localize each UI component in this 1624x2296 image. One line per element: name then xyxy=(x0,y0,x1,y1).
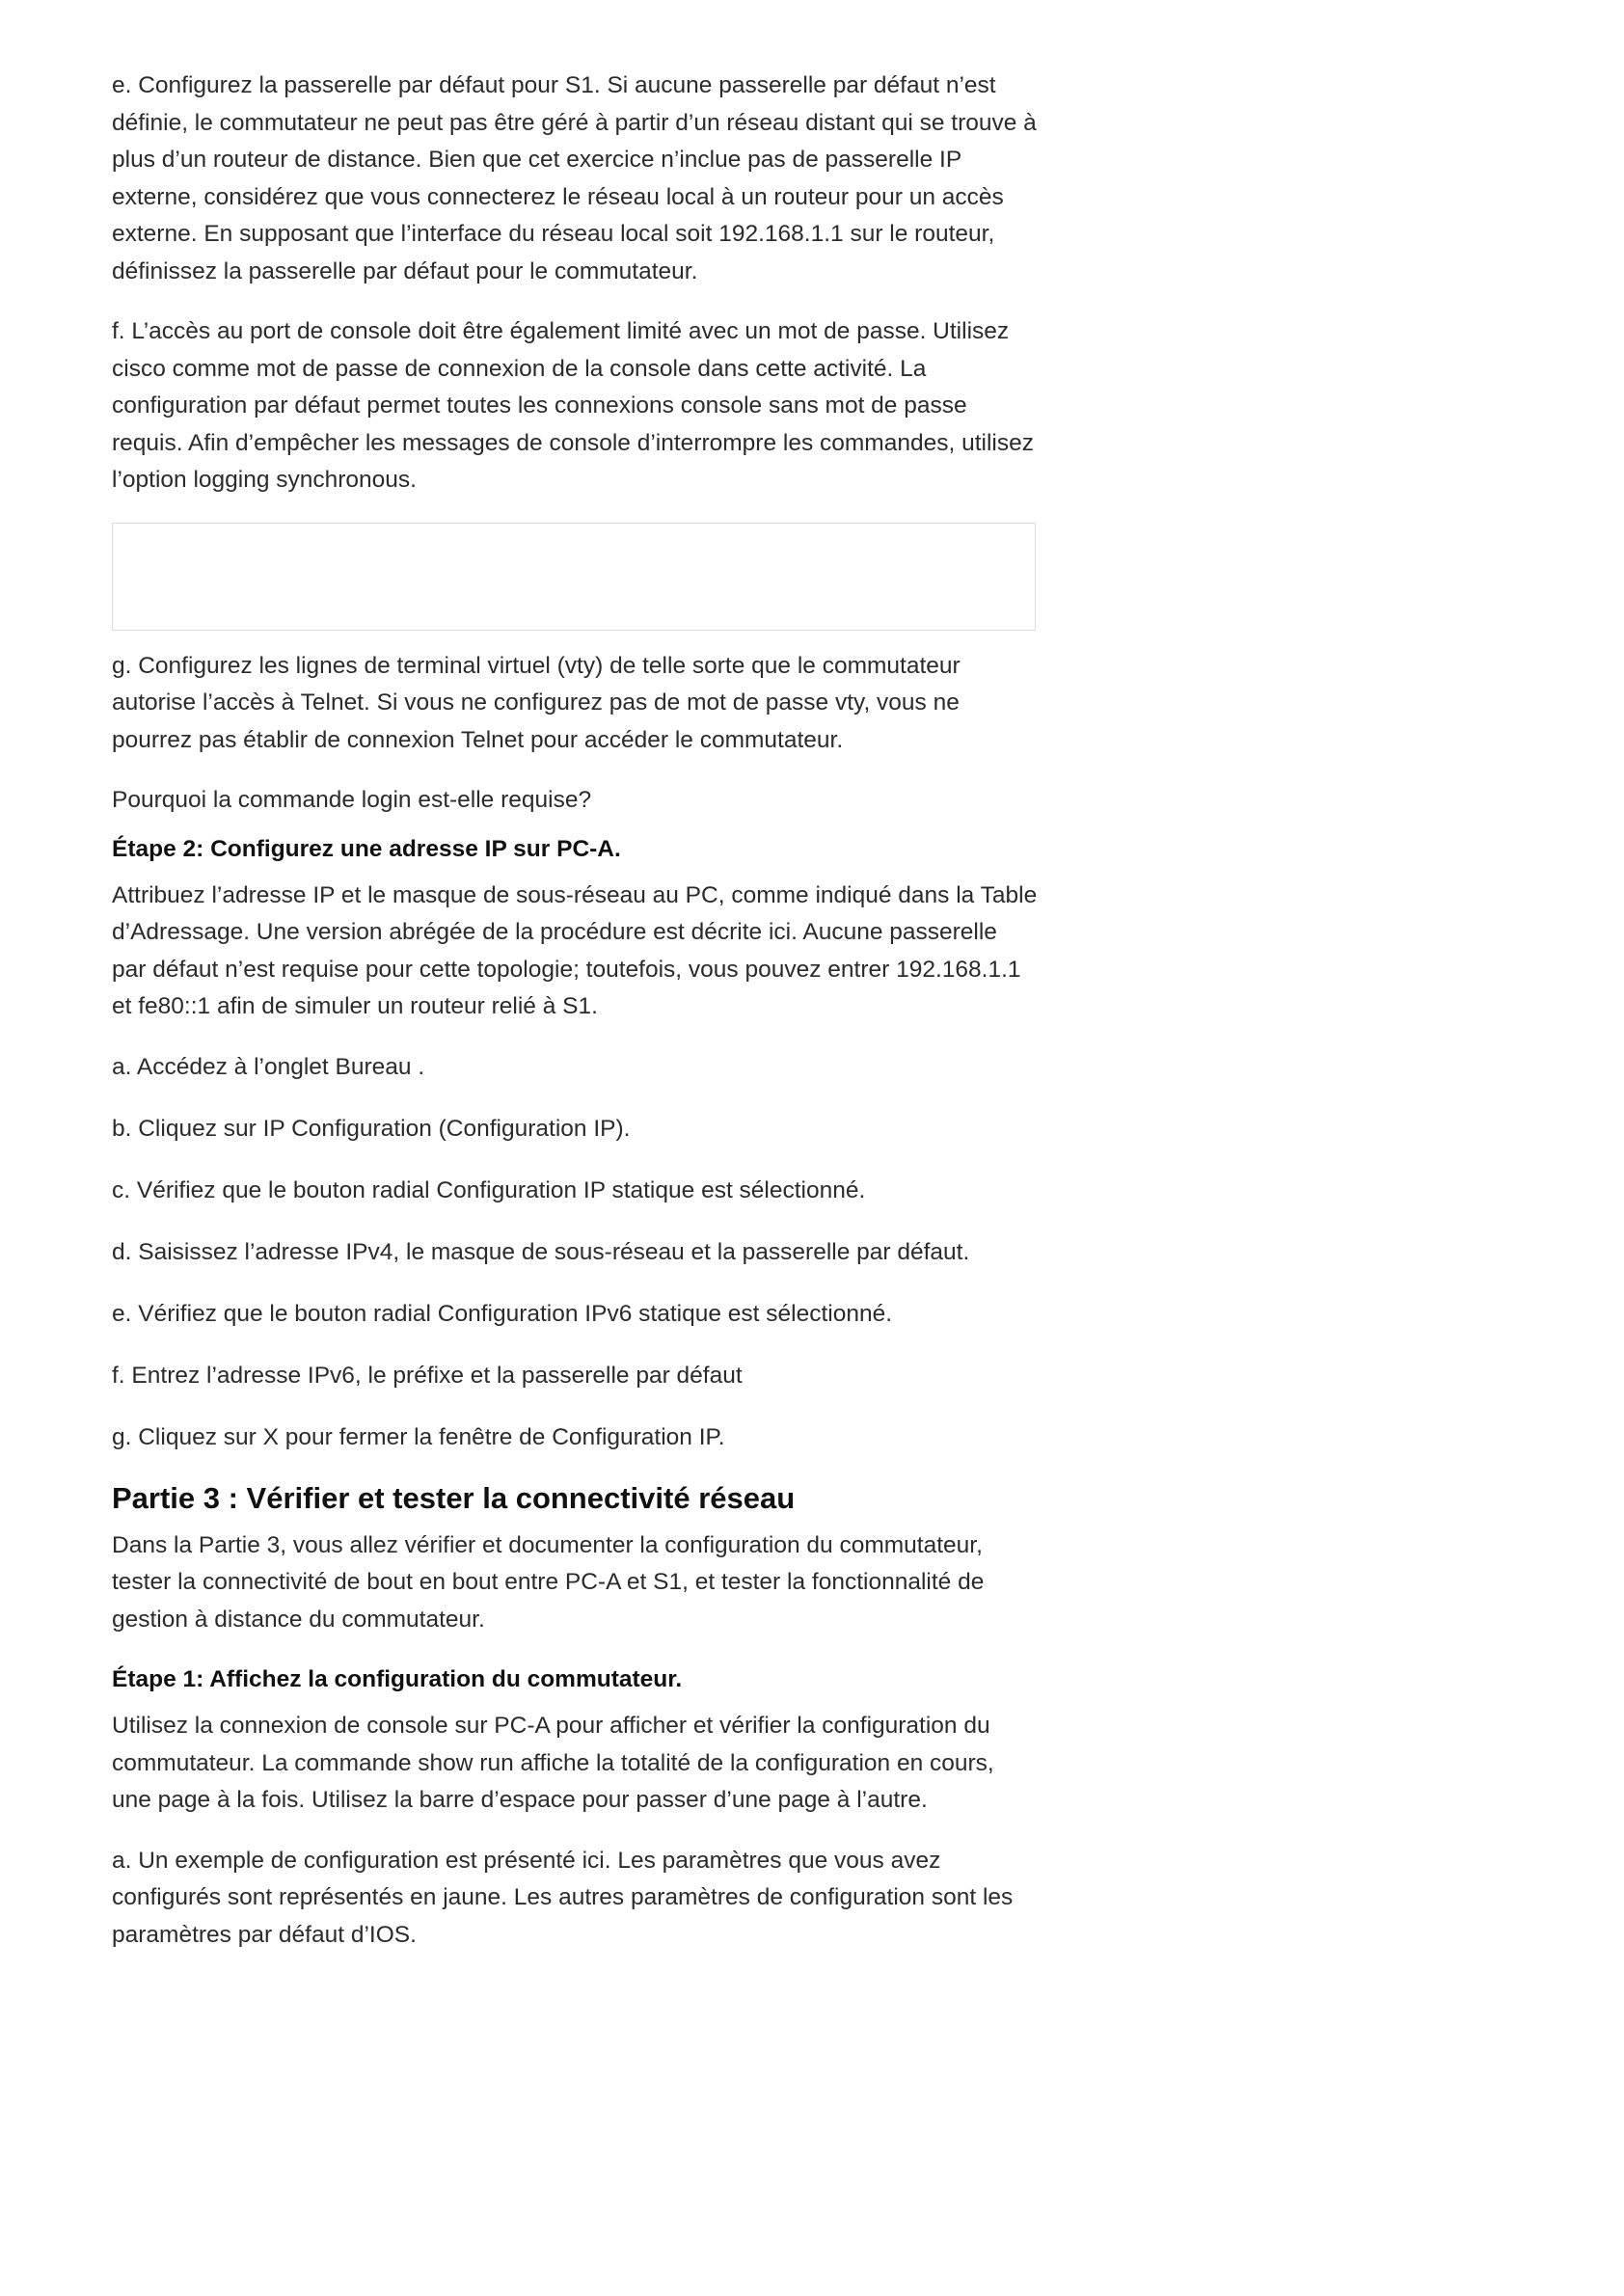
step2-intro: Attribuez l’adresse IP et le masque de sous-réseau au PC, comme indiqué dans la Table d’Adressage. Une version abrégée de la procédure est décrite ici. Aucune passerelle par défaut n’est requise pour cette topologie; toutefois, vous pouvez entrer 192.168.1.1 et fe80::1 afin de simuler un routeur relié à S1. xyxy=(112,881,1038,1019)
step2-item-d: d. Saisissez l’adresse IPv4, le masque de sous-réseau et la passerelle par défaut. xyxy=(112,1238,970,1265)
paragraph-step-g: g. Configurez les lignes de terminal virtuel (vty) de telle sorte que le commutateur autorise l’accès à Telnet. Si vous ne configurez pas de mot de passe vty, vous ne pourrez pas établir de connexion Telnet pour accéder le commutateur. xyxy=(112,652,961,753)
step2-item-f: f. Entrez l’adresse IPv6, le préfixe et la passerelle par défaut xyxy=(112,1362,743,1389)
step2-item-e: e. Vérifiez que le bouton radial Configuration IPv6 statique est sélectionné. xyxy=(112,1300,893,1327)
step1-intro: Utilisez la connexion de console sur PC-A pour afficher et vérifier la configuration du commutateur. La commande show run affiche la totalité de la configuration en cours, une page à la fois. Utilisez la barre d’espace pour passer d’une page à l’autre. xyxy=(112,1713,994,1813)
part3-intro: Dans la Partie 3, vous allez vérifier et documenter la configuration du commutateur, tester la connectivité de bout en bout entre PC-A et S1, et tester la fonctionnalité de gestion à distance du commutateur. xyxy=(112,1531,985,1633)
step2-item-g: g. Cliquez sur X pour fermer la fenêtre de Configuration IP. xyxy=(112,1423,725,1450)
step2-item-b: b. Cliquez sur IP Configuration (Configuration IP). xyxy=(112,1115,631,1142)
step2-item-c: c. Vérifiez que le bouton radial Configuration IP statique est sélectionné. xyxy=(112,1176,866,1203)
paragraph-step-f: f. L’accès au port de console doit être également limité avec un mot de passe. Utilisez cisco comme mot de passe de connexion de la console dans cette activité. La configuration par défaut permet toutes les connexions console sans mot de passe requis. Afin d’empêcher les messages de console d’interrompre les commandes, utilisez l’option logging synchronous. xyxy=(112,318,1034,493)
document-content xyxy=(112,68,1038,1977)
answer-input-box[interactable] xyxy=(112,523,1036,631)
part3-heading: Partie 3 : Vérifier et tester la connectivité réseau xyxy=(112,1480,796,1515)
step1-heading: Étape 1: Affichez la configuration du commutateur. xyxy=(112,1666,683,1692)
step2-item-a: a. Accédez à l’onglet Bureau . xyxy=(112,1053,425,1080)
question-login: Pourquoi la commande login est-elle requise? xyxy=(112,787,592,813)
step1-item-a: a. Un exemple de configuration est présenté ici. Les paramètres que vous avez configurés sont représentés en jaune. Les autres paramètres de configuration sont les paramètres par défaut d’IOS. xyxy=(112,1847,1014,1948)
step2-heading: Étape 2: Configurez une adresse IP sur PC-A. xyxy=(112,835,621,862)
paragraph-step-e: e. Configurez la passerelle par défaut pour S1. Si aucune passerelle par défaut n’est définie, le commutateur ne peut pas être géré à partir d’un réseau distant qui se trouve à plus d’un routeur de distance. Bien que cet exercice n’inclue pas de passerelle IP externe, considérez que vous connecterez le réseau local à un routeur pour un accès externe. En supposant que l’interface du réseau local soit 192.168.1.1 sur le routeur, définissez la passerelle par défaut pour le commutateur. xyxy=(112,72,1037,284)
